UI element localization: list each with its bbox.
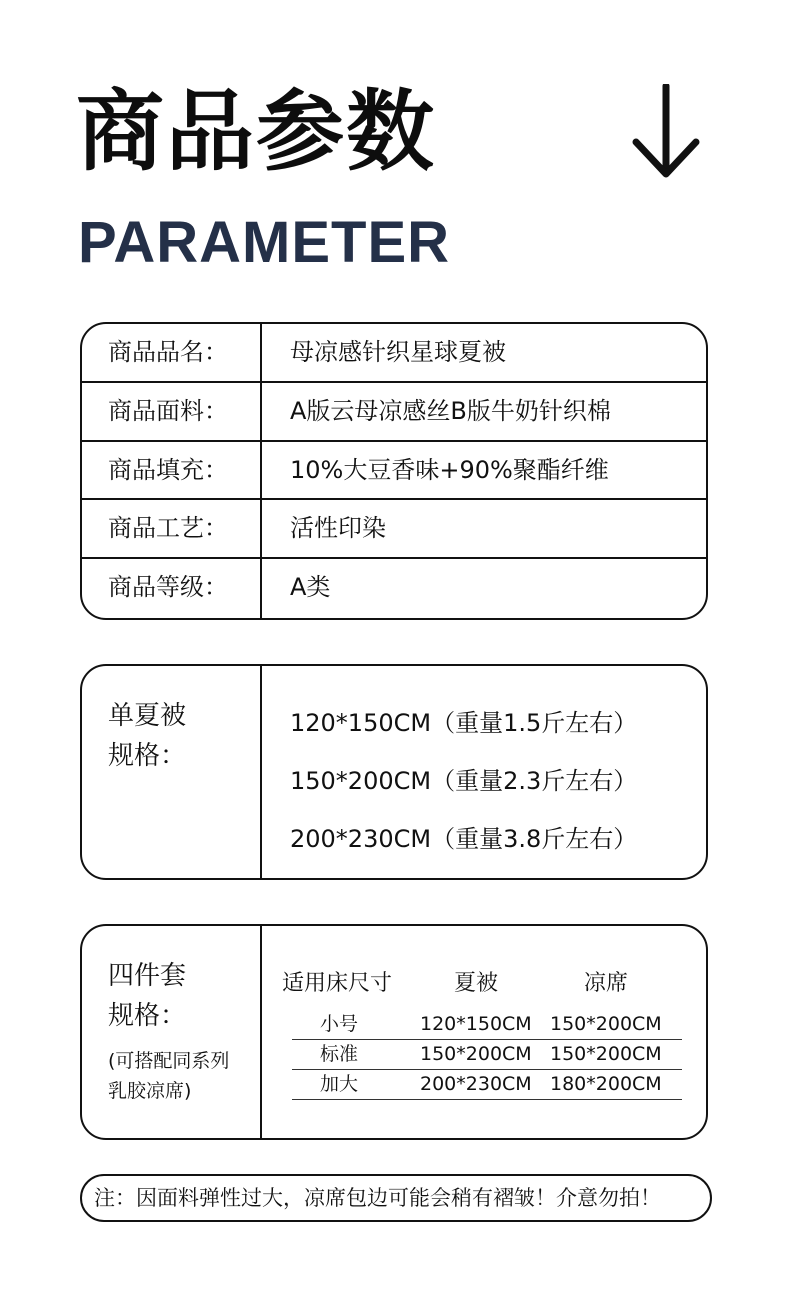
table-cell: 200*230CM (420, 1073, 532, 1095)
page-subtitle: PARAMETER (78, 210, 451, 275)
row-value: A类 (290, 573, 331, 602)
list-item: 150*200CM（重量2.3斤左右） (290, 767, 638, 795)
table-cell: 标准 (320, 1043, 359, 1065)
note-line: 乳胶凉席) (108, 1080, 192, 1102)
four-piece-spec (80, 924, 708, 1140)
parameter-table (80, 322, 708, 620)
table-row (82, 500, 706, 559)
row-value: A版云母凉感丝B版牛奶针织棉 (290, 396, 611, 425)
row-label: 商品等级： (108, 573, 228, 602)
label-line: 单夏被 (108, 701, 187, 731)
label-line: 四件套 (108, 961, 187, 991)
four-piece-label (108, 956, 186, 1036)
single-quilt-label (108, 696, 186, 776)
column-divider (260, 666, 262, 878)
table-cell: 180*200CM (550, 1073, 662, 1095)
table-cell: 150*200CM (420, 1043, 532, 1065)
size-table (292, 1010, 682, 1100)
column-header: 适用床尺寸 (282, 971, 393, 996)
size-list (290, 694, 637, 868)
row-value: 活性印染 (290, 514, 386, 543)
table-row (82, 383, 706, 442)
row-label: 商品填充： (108, 455, 228, 484)
table-row (292, 1010, 682, 1040)
row-label: 商品工艺： (108, 514, 228, 543)
table-row (82, 442, 706, 501)
column-header: 夏被 (454, 971, 499, 996)
label-line: 规格： (108, 1001, 187, 1031)
label-line: 规格： (108, 741, 187, 771)
table-cell: 120*150CM (420, 1013, 532, 1035)
list-item: 200*230CM（重量3.8斤左右） (290, 825, 638, 853)
footer-note: 注：因面料弹性过大，凉席包边可能会稍有褶皱！介意勿拍！ (80, 1174, 712, 1222)
page-title: 商品参数 (76, 80, 437, 183)
single-quilt-spec (80, 664, 708, 880)
table-cell: 150*200CM (550, 1013, 662, 1035)
table-row (82, 559, 706, 618)
note-line: (可搭配同系列 (108, 1050, 230, 1072)
table-row (82, 324, 706, 383)
table-row (292, 1070, 682, 1100)
table-cell: 加大 (320, 1073, 359, 1095)
table-cell: 150*200CM (550, 1043, 662, 1065)
row-value: 母凉感针织星球夏被 (290, 338, 506, 366)
column-divider (260, 926, 262, 1138)
four-piece-note (108, 1046, 229, 1106)
row-value: 10%大豆香味+90%聚酯纤维 (290, 455, 609, 484)
table-row (292, 1040, 682, 1070)
row-label: 商品品名： (108, 338, 228, 366)
arrow-down-icon (630, 84, 702, 180)
row-label: 商品面料： (108, 396, 228, 425)
table-cell: 小号 (320, 1013, 359, 1035)
list-item: 120*150CM（重量1.5斤左右） (290, 709, 638, 737)
column-header: 凉席 (584, 971, 629, 996)
